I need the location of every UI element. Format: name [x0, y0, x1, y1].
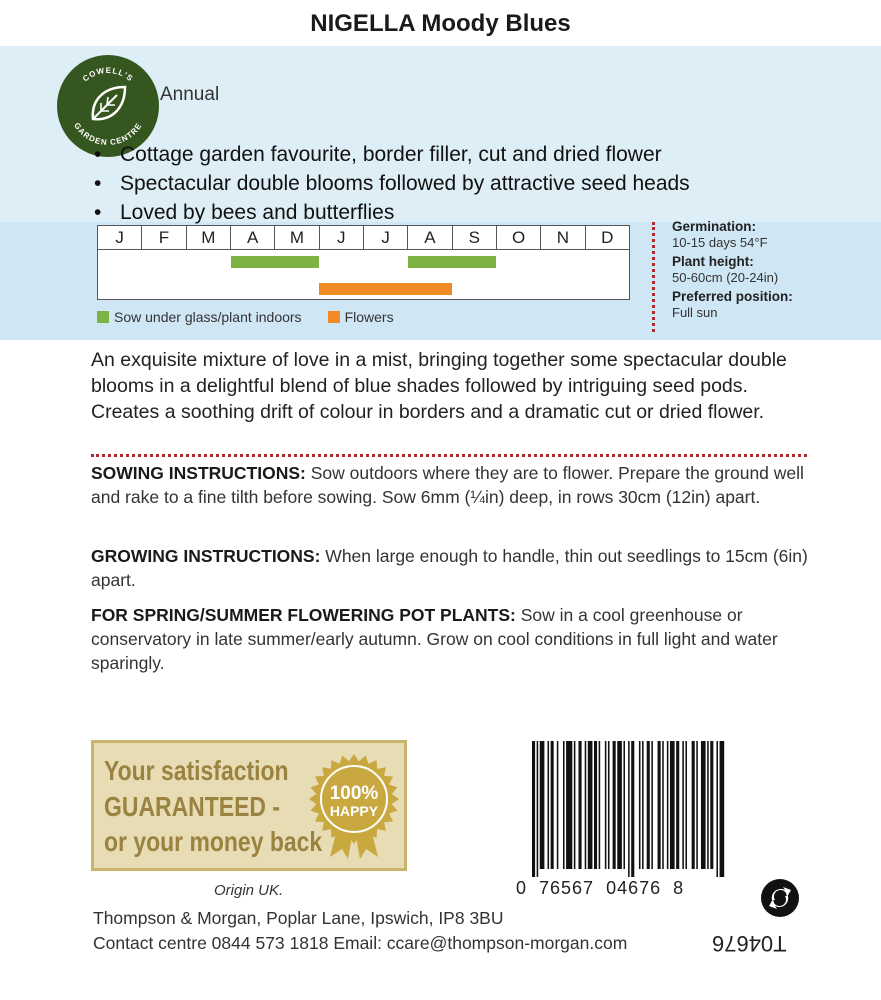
seal-percent: 100%	[329, 783, 379, 804]
barcode-bar	[701, 741, 706, 869]
barcode-bar	[720, 741, 725, 877]
svg-text:COWELL'S	[81, 66, 135, 84]
sow-bar	[231, 256, 320, 268]
position-label: Preferred position:	[672, 289, 793, 304]
guarantee-line3: or your money back	[104, 826, 323, 857]
month-11: D	[601, 228, 614, 247]
barcode-bar	[540, 741, 545, 869]
barcode-bar	[682, 741, 684, 869]
barcode-bar	[658, 741, 661, 869]
barcode-bar	[551, 741, 554, 869]
height-value: 50-60cm (20-24in)	[672, 270, 779, 285]
address	[93, 906, 627, 956]
position-value: Full sun	[672, 305, 718, 320]
month-7: A	[408, 226, 452, 249]
month-8: S	[453, 226, 497, 249]
dotted-divider-horizontal	[91, 454, 807, 457]
month-1: F	[142, 226, 186, 249]
barcode-bar	[599, 741, 601, 869]
barcode-number: 0 76567 04676 8	[516, 878, 685, 898]
barcode-bar	[617, 741, 622, 869]
origin: Origin UK.	[214, 882, 284, 899]
logo-bottom-text: GARDEN CENTRE	[72, 121, 144, 148]
barcode-bar	[667, 741, 669, 869]
flower-bar	[319, 283, 452, 295]
address-line: Thompson & Morgan, Poplar Lane, Ipswich, IP8 3BU	[93, 908, 504, 928]
legend-flowers: Flowers	[328, 309, 394, 325]
barcode-bar	[710, 741, 713, 869]
description: An exquisite mixture of love in a mist, bringing together some spectacular double blooms in a delightful blend of blue shades followed by intriguing seed pods. Creates a soothing drift of colour in borders and a dramatic cut or dried flower.	[91, 349, 787, 423]
barcode-bar	[579, 741, 582, 869]
barcode-bar	[696, 741, 698, 869]
feature-item: • Cottage garden favourite, border filler, cut and dried flower	[94, 143, 662, 166]
germination-value: 10-15 days 54°F	[672, 235, 768, 250]
month-5: J	[320, 226, 364, 249]
barcode-bar	[548, 741, 550, 869]
legend-sow: Sow under glass/plant indoors	[97, 309, 302, 325]
sow-swatch	[97, 311, 109, 323]
pot-plant-instructions: FOR SPRING/SUMMER FLOWERING POT PLANTS: Sow in a cool greenhouse or conservatory in late summer/early autumn. Grow on cool conditions in full light and water sparingly.	[91, 605, 778, 673]
sowing-calendar	[97, 225, 630, 300]
month-0: J	[98, 226, 142, 249]
satisfaction-guarantee	[91, 740, 407, 871]
barcode-bar	[707, 741, 709, 869]
feature-item: • Loved by bees and butterflies	[94, 201, 395, 224]
barcode-bar	[670, 741, 675, 869]
flowers-swatch	[328, 311, 340, 323]
month-6: J	[364, 226, 408, 249]
barcode-bar	[642, 741, 644, 869]
barcode-bar	[716, 741, 718, 877]
product-title: NIGELLA Moody Blues	[310, 10, 571, 37]
barcode-bar	[647, 741, 650, 869]
feature-list	[94, 140, 690, 227]
guarantee-line2: GUARANTEED -	[104, 791, 281, 822]
calendar-months	[98, 226, 629, 250]
barcode-bar	[563, 741, 565, 869]
contact-line: Contact centre 0844 573 1818 Email: ccare@thompson-morgan.com	[93, 933, 628, 953]
barcode-bar	[631, 741, 634, 877]
dotted-divider-vertical	[652, 222, 655, 332]
sowing-instructions: SOWING INSTRUCTIONS: Sow outdoors where they are to flower. Prepare the ground well and rake to a fine tilth before sowing. Sow 6mm (¼in) deep, in rows 30cm (12in) apart.	[91, 463, 804, 507]
germination-label: Germination:	[672, 219, 757, 234]
barcode-bar	[685, 741, 687, 869]
product-code: T04676	[712, 931, 787, 956]
growing-instructions: GROWING INSTRUCTIONS: When large enough to handle, thin out seedlings to 15cm (6in) apart.	[91, 546, 808, 590]
barcode-bar	[566, 741, 572, 869]
calendar-legend	[97, 309, 394, 325]
seal-happy: HAPPY	[329, 803, 379, 819]
barcode-bar	[532, 741, 535, 877]
barcode-bar	[662, 741, 664, 869]
feature-item: • Spectacular double blooms followed by attractive seed heads	[94, 172, 690, 195]
barcode-bar	[594, 741, 597, 869]
guarantee-line1: Your satisfaction	[104, 755, 289, 786]
happy-seal-icon	[306, 751, 402, 861]
barcode-bar	[605, 741, 607, 869]
height-label: Plant height:	[672, 254, 754, 269]
barcode-bar	[651, 741, 653, 869]
growing-info	[672, 219, 793, 324]
recycle-icon	[760, 878, 800, 918]
barcode-bar	[676, 741, 679, 869]
month-9: O	[497, 226, 541, 249]
barcode-bar	[608, 741, 610, 869]
leaf-icon	[87, 83, 129, 125]
barcode-bar	[613, 741, 616, 869]
month-2: M	[187, 226, 231, 249]
barcode-bar	[623, 741, 625, 869]
barcode-bar	[574, 741, 576, 869]
barcode-bar	[692, 741, 695, 869]
month-10: N	[541, 226, 585, 249]
plant-type: Annual	[160, 84, 220, 105]
barcode	[530, 741, 758, 877]
month-3: A	[231, 226, 275, 249]
sow-bar	[408, 256, 497, 268]
logo-top-text: COWELL'S	[80, 65, 136, 84]
barcode-bar	[639, 741, 641, 869]
barcode-bar	[588, 741, 593, 869]
barcode-bar	[537, 741, 539, 877]
barcode-bar	[628, 741, 630, 877]
barcode-bar	[557, 741, 559, 869]
barcode-bar	[585, 741, 587, 869]
month-4: M	[275, 226, 319, 249]
